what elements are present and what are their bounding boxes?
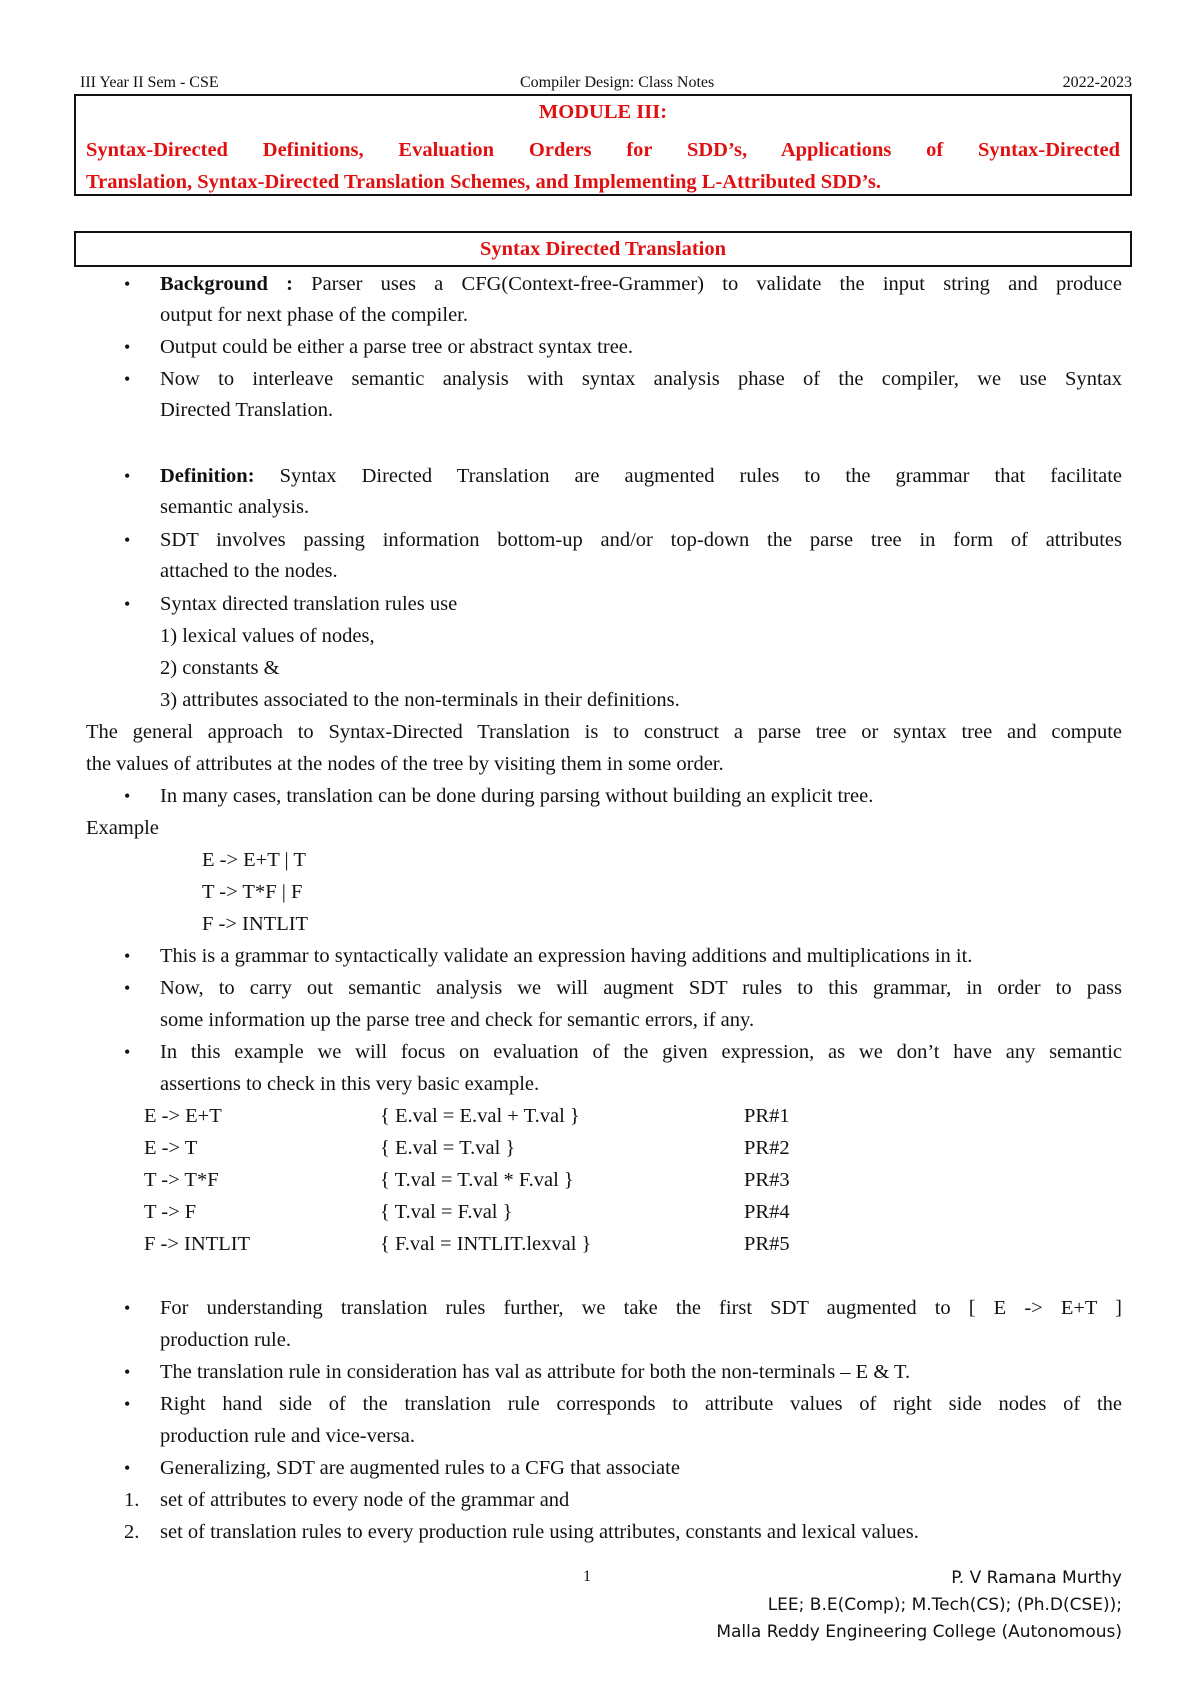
rule-id: PR#5: [744, 1233, 790, 1255]
module-topics-line2: Translation, Syntax-Directed Translation Schemes, and Implementing L-Attributed SDD’s.: [86, 171, 881, 193]
bullet-background: [160, 271, 1122, 297]
footer-author: P. V Ramana Murthy: [951, 1568, 1122, 1588]
bullet-augment: Now, to carry out semantic analysis we will augment SDT rules to this grammar, in order to pass: [160, 977, 1122, 999]
footer-college: Malla Reddy Engineering College (Autonomous): [716, 1622, 1122, 1642]
bullet-definition: [160, 463, 1122, 489]
bullet-rules-use: Syntax directed translation rules use: [160, 593, 458, 615]
rule-production: T -> T*F: [144, 1169, 219, 1191]
definition-label: Definition:: [160, 465, 255, 487]
bullet-during-parsing: In many cases, translation can be done during parsing without building an explicit tree.: [160, 785, 874, 807]
bullet-marker: •: [124, 1362, 131, 1382]
bullet-interleave-cont: Directed Translation.: [160, 399, 334, 421]
bullet-grammar-desc: This is a grammar to syntactically validate an expression having additions and multiplications in it.: [160, 945, 973, 967]
header-subject: Compiler Design: Class Notes: [520, 74, 715, 91]
list-number: 1.: [124, 1489, 140, 1511]
bullet-understanding-cont: production rule.: [160, 1329, 291, 1351]
bullet-sdt-passing: SDT involves passing information bottom-up and/or top-down the parse tree in form of attributes: [160, 529, 1122, 551]
grammar-rule: T -> T*F | F: [202, 881, 303, 903]
grammar-rule: E -> E+T | T: [202, 849, 306, 871]
bullet-marker: •: [124, 337, 131, 357]
header-year: 2022-2023: [1062, 74, 1132, 91]
bullet-evaluation: In this example we will focus on evaluation of the given expression, as we don’t have any semantic: [160, 1041, 1122, 1063]
page-number: 1: [583, 1568, 591, 1585]
definition-text: Syntax Directed Translation are augmented rules to the grammar that facilitate: [279, 465, 1122, 487]
rule-id: PR#1: [744, 1105, 790, 1127]
rule-id: PR#4: [744, 1201, 790, 1223]
general-approach: The general approach to Syntax-Directed Translation is to construct a parse tree or syntax tree and compute: [86, 721, 1122, 743]
list-item: 2) constants &: [160, 657, 280, 679]
rule-action: { T.val = F.val }: [380, 1201, 513, 1223]
bullet-definition-cont: semantic analysis.: [160, 496, 310, 518]
bullet-marker: •: [124, 1394, 131, 1414]
bullet-marker: •: [124, 786, 131, 806]
background-text: Parser uses a CFG(Context-free-Grammer) to validate the input string and produce: [311, 273, 1123, 295]
bullet-output: Output could be either a parse tree or abstract syntax tree.: [160, 336, 634, 358]
bullet-marker: •: [124, 530, 131, 550]
module-title: MODULE III:: [538, 101, 668, 123]
rule-id: PR#2: [744, 1137, 790, 1159]
bullet-marker: •: [124, 1298, 131, 1318]
bullet-marker: •: [124, 1458, 131, 1478]
bullet-augment-cont: some information up the parse tree and check for semantic errors, if any.: [160, 1009, 755, 1031]
list-number: 2.: [124, 1521, 140, 1543]
bullet-marker: •: [124, 978, 131, 998]
bullet-interleave: Now to interleave semantic analysis with syntax analysis phase of the compiler, we use Syntax: [160, 368, 1122, 390]
bullet-background-cont: output for next phase of the compiler.: [160, 304, 468, 326]
rule-production: E -> T: [144, 1137, 198, 1159]
example-label: Example: [86, 817, 159, 839]
rule-action: { E.val = E.val + T.val }: [380, 1105, 580, 1127]
rule-production: E -> E+T: [144, 1105, 222, 1127]
rule-action: { T.val = T.val * F.val }: [380, 1169, 574, 1191]
background-label: Background :: [160, 273, 293, 295]
module-box: [74, 94, 1132, 196]
section-title: Syntax Directed Translation: [74, 231, 1132, 267]
bullet-marker: •: [124, 594, 131, 614]
module-topics-line1: Syntax-Directed Definitions, Evaluation Orders for SDD’s, Applications of Syntax-Directed: [86, 139, 1120, 161]
footer-qualifications: LEE; B.E(Comp); M.Tech(CS); (Ph.D(CSE));: [767, 1595, 1122, 1615]
bullet-sdt-passing-cont: attached to the nodes.: [160, 560, 338, 582]
general-approach-cont: the values of attributes at the nodes of the tree by visiting them in some order.: [86, 753, 724, 775]
rule-action: { E.val = T.val }: [380, 1137, 516, 1159]
bullet-marker: •: [124, 1042, 131, 1062]
bullet-marker: •: [124, 946, 131, 966]
bullet-val-attribute: The translation rule in consideration has val as attribute for both the non-terminals – E & T.: [160, 1361, 911, 1383]
bullet-marker: •: [124, 369, 131, 389]
rule-production: T -> F: [144, 1201, 197, 1223]
bullet-generalizing: Generalizing, SDT are augmented rules to a CFG that associate: [160, 1457, 680, 1479]
list-item: 3) attributes associated to the non-terminals in their definitions.: [160, 689, 680, 711]
rule-action: { F.val = INTLIT.lexval }: [380, 1233, 592, 1255]
header-course: III Year II Sem - CSE: [80, 74, 219, 91]
rule-production: F -> INTLIT: [144, 1233, 251, 1255]
bullet-marker: •: [124, 466, 131, 486]
bullet-right-hand-cont: production rule and vice-versa.: [160, 1425, 416, 1447]
bullet-understanding: For understanding translation rules further, we take the first SDT augmented to [ E -> E+T ]: [160, 1297, 1122, 1319]
grammar-rule: F -> INTLIT: [202, 913, 309, 935]
bullet-right-hand: Right hand side of the translation rule corresponds to attribute values of right side nodes of the: [160, 1393, 1122, 1415]
bullet-evaluation-cont: assertions to check in this very basic example.: [160, 1073, 540, 1095]
list-item: set of attributes to every node of the grammar and: [160, 1489, 570, 1511]
module-topics: [86, 134, 1120, 198]
list-item: set of translation rules to every production rule using attributes, constants and lexical values.: [160, 1521, 919, 1543]
bullet-marker: •: [124, 274, 131, 294]
list-item: 1) lexical values of nodes,: [160, 625, 375, 647]
rule-id: PR#3: [744, 1169, 790, 1191]
